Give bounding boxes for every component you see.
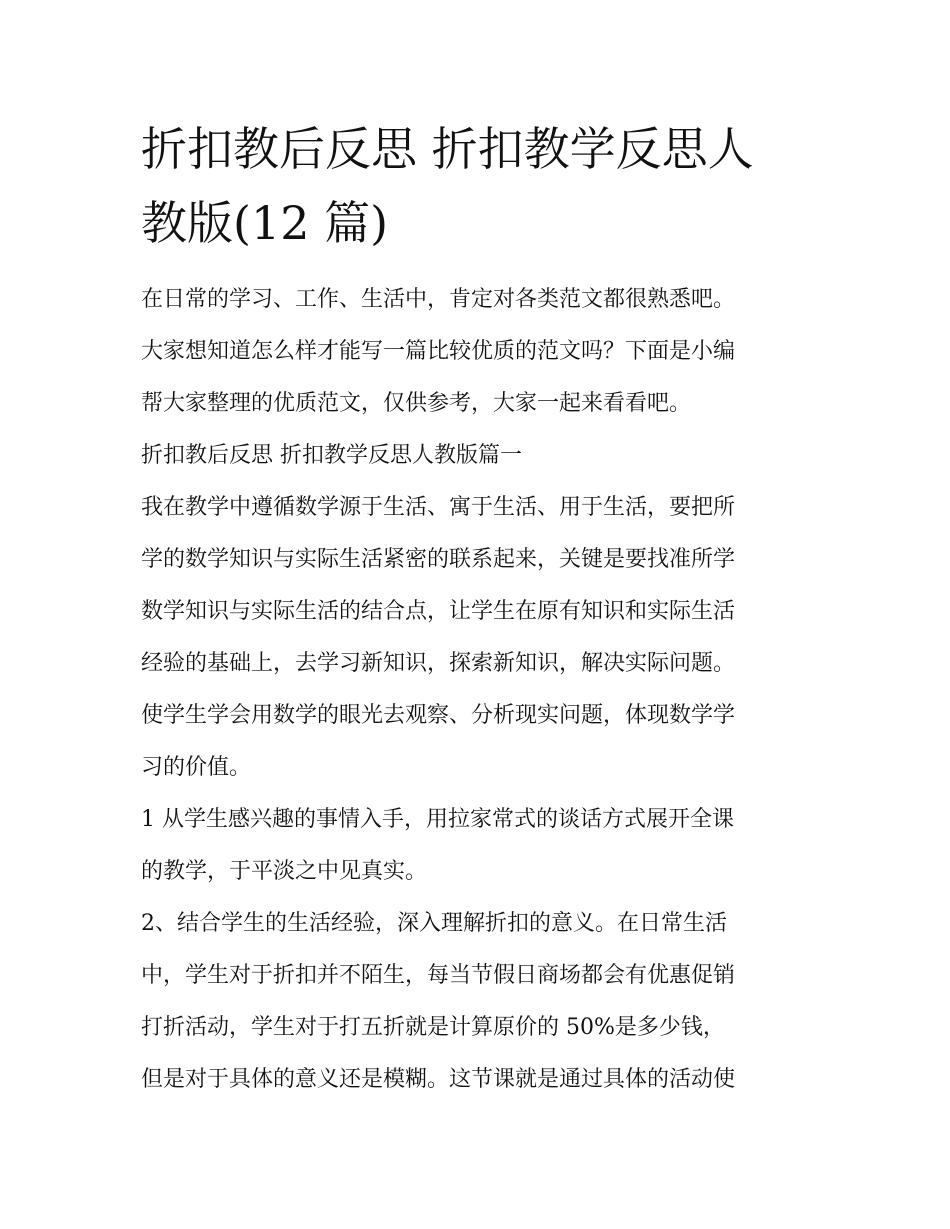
body-line: 我在教学中遵循数学源于生活、寓于生活、用于生活，要把所 xyxy=(141,495,736,520)
title-line-2: 教版(12 篇) xyxy=(141,196,389,250)
body-line: 数学知识与实际生活的结合点，让学生在原有知识和实际生活 xyxy=(141,599,736,624)
body-line: 大家想知道怎么样才能写一篇比较优质的范文吗？下面是小编 xyxy=(141,339,736,364)
body-line: 学的数学知识与实际生活紧密的联系起来，关键是要找准所学 xyxy=(141,547,736,572)
body-line: 帮大家整理的优质范文，仅供参考，大家一起来看看吧。 xyxy=(141,391,692,416)
document-content xyxy=(141,112,817,1106)
body-line: 习的价值。 xyxy=(141,755,252,780)
body-line: 1 从学生感兴趣的事情入手，用拉家常式的谈话方式展开全课 xyxy=(141,807,734,832)
body-line: 中，学生对于折扣并不陌生，每当节假日商场都会有优惠促销 xyxy=(141,963,736,988)
body-line: 在日常的学习、工作、生活中，肯定对各类范文都很熟悉吧。 xyxy=(141,287,736,312)
title-line-1: 折扣教后反思 折扣教学反思人 xyxy=(141,122,754,176)
body-line: 但是对于具体的意义还是模糊。这节课就是通过具体的活动使 xyxy=(141,1067,736,1092)
body-line: 使学生学会用数学的眼光去观察、分析现实问题，体现数学学 xyxy=(141,703,736,728)
body-line: 打折活动，学生对于打五折就是计算原价的 50%是多少钱， xyxy=(141,1015,725,1040)
document-body xyxy=(141,274,817,1106)
body-line: 经验的基础上，去学习新知识，探索新知识，解决实际问题。 xyxy=(141,651,736,676)
body-line: 2、结合学生的生活经验，深入理解折扣的意义。在日常生活 xyxy=(141,911,727,936)
document-title xyxy=(141,112,817,260)
section-heading: 折扣教后反思 折扣教学反思人教版篇一 xyxy=(141,443,522,468)
body-line: 的教学，于平淡之中见真实。 xyxy=(141,859,428,884)
